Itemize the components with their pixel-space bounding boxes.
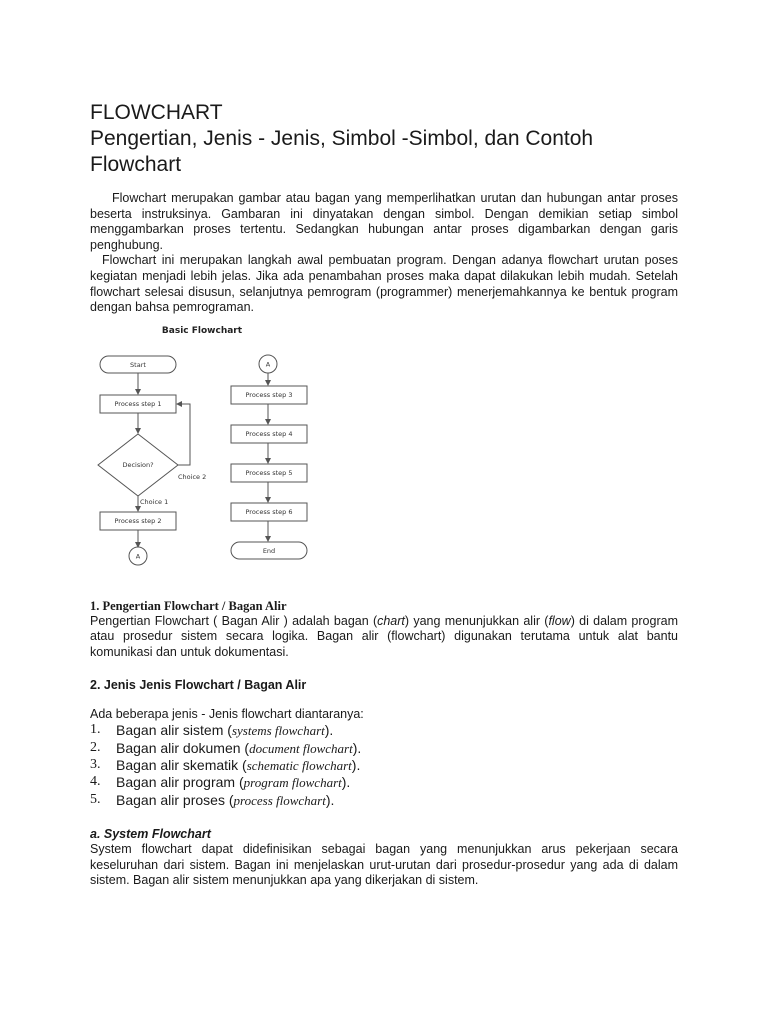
list-item-number: 1. [90,722,101,738]
process-step-4-label: Process step 4 [245,429,293,438]
document-page [90,100,678,889]
list-item-close: ). [351,756,361,773]
list-item-close: ). [325,791,335,808]
section-1-text-b: ) yang menunjukkan alir ( [404,613,549,628]
list-item-english: process flowchart [233,792,326,808]
choice2-label: Choice 2 [178,472,207,481]
list-item-english: document flowchart [249,740,353,756]
page-subtitle: Pengertian, Jenis - Jenis, Simbol -Simbol, dan Contoh Flowchart [90,127,594,176]
arrow-choice2-loop [177,404,190,465]
list-item-label: Bagan alir dokumen ( [116,739,250,756]
section-1-text-c: ) di dalam program atau prosedur sistem secara logika. Bagan alir (flowchart) digunakan terutama untuk alat bantu komunikasi dan untuk dokumentasi. [90,613,678,659]
list-item [90,740,678,757]
flowchart-diagram [90,316,678,578]
list-item-english: systems flowchart [231,723,325,739]
section-2-heading: 2. Jenis Jenis Flowchart / Bagan Alir [90,677,307,692]
process-step-2-label: Process step 2 [114,516,162,525]
intro-paragraph-2: Flowchart ini merupakan langkah awal pembuatan program. Dengan adanya flowchart urutan poses kegiatan menjadi lebih jelas. Jika ada penambahan proses maka dapat dilakukan lebih mudah. Setelah flowchart selesai disusun, selanjutnya pemrogram (programmer) menerjemahkannya ke bentuk program dengan bahsa pemrograman. [90,253,678,315]
list-item-close: ). [324,722,334,739]
list-item-label: Bagan alir program ( [116,774,244,791]
list-item [90,722,678,739]
intro-paragraph-1: Flowchart merupakan gambar atau bagan yang memperlihatkan urutan dan hubungan antar proses beserta instruksinya. Gambaran ini dinyatakan dengan simbol. Dengan demikian setiap simbol menggambarkan proses tertentu. Sedangkan hubungan antar proses digambarkan dengan garis penghubung. [90,191,678,252]
list-item-label: Bagan alir skematik ( [116,756,247,773]
list-item-label: Bagan alir sistem ( [116,722,232,739]
list-item [90,792,678,809]
list-item-close: ). [341,774,351,791]
decision-label: Decision? [122,460,154,469]
section-a-heading: a. System Flowchart [90,827,211,842]
flowchart-title: Basic Flowchart [161,325,243,336]
list-item-number: 4. [90,774,101,790]
choice1-label: Choice 1 [140,497,169,506]
section-1-em-chart: chart [377,613,405,628]
process-step-1-label: Process step 1 [114,399,162,408]
section-1-paragraph [90,614,678,661]
list-item-number: 2. [90,739,101,755]
list-item-number: 5. [90,791,101,807]
page-title: FLOWCHART [90,101,223,124]
process-step-5-label: Process step 5 [245,468,293,477]
connector-a-top-label: A [265,360,271,369]
start-label: Start [130,360,146,369]
list-item-label: Bagan alir proses ( [116,791,234,808]
list-item-english: schematic flowchart [246,757,352,773]
connector-a-bottom-label: A [135,552,141,561]
list-item-number: 3. [90,756,101,772]
section-a-paragraph: System flowchart dapat didefinisikan sebagai bagan yang menunjukkan arus pekerjaan secara keseluruhan dari sistem. Bagan ini menjelaskan urut-urutan dari prosedur-prosedur yang ada di dalam sistem. Bagan alir sistem menunjukkan apa yang dikerjakan di sistem. [90,842,678,888]
list-item [90,757,678,774]
list-item-close: ). [352,739,362,756]
flowchart-types-list [90,722,678,809]
end-label: End [262,546,276,555]
section-1-text-a: Pengertian Flowchart ( Bagan Alir ) adalah bagan ( [90,613,378,628]
list-item [90,774,678,791]
process-step-3-label: Process step 3 [245,390,293,399]
basic-flowchart-figure [90,316,678,578]
list-item-english: program flowchart [243,775,342,791]
process-step-6-label: Process step 6 [245,507,293,516]
section-1-em-flow: flow [548,613,571,628]
section-2-intro: Ada beberapa jenis - Jenis flowchart diantaranya: [90,706,364,721]
section-1-heading: 1. Pengertian Flowchart / Bagan Alir [90,598,287,613]
